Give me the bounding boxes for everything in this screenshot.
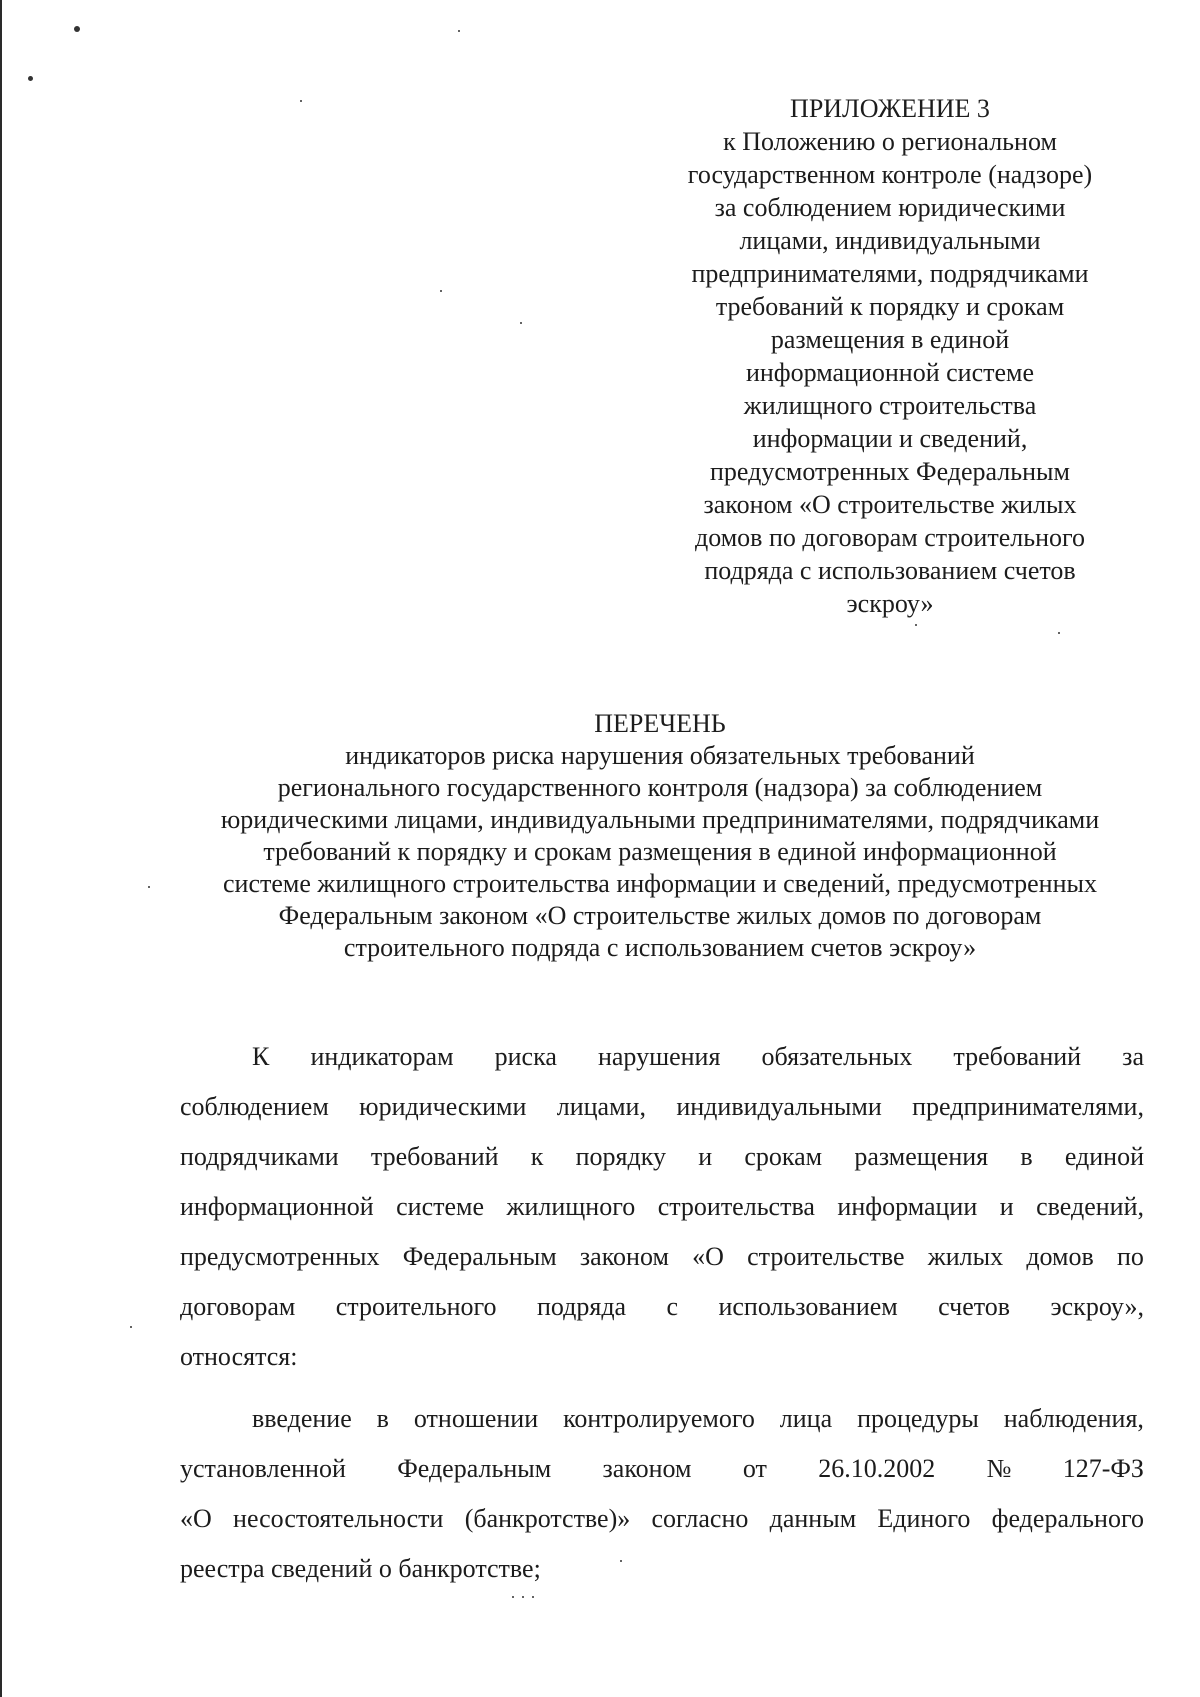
body-word: договорам [180,1292,296,1321]
scan-speck [130,1326,132,1328]
body-line [180,1444,1144,1494]
page-edge-shadow [0,0,2,1697]
body-word: контролируемого [563,1404,755,1433]
body-word: требований [953,1042,1082,1071]
document-heading [170,708,1150,964]
body-word: единой [1064,1142,1144,1171]
appendix-line: эскроу» [846,589,934,618]
heading-line: юридическими лицами, индивидуальными предпринимателями, подрядчиками [220,805,1100,834]
heading-line: индикаторов риска нарушения обязательных требований [345,741,975,770]
document-body [180,1032,1144,1594]
body-word: строительства [657,1192,815,1221]
body-word: и [999,1192,1014,1221]
body-word: 26.10.2002 [818,1454,936,1483]
body-word: риска [494,1042,557,1071]
body-word: в [376,1404,389,1433]
body-line [180,1394,1144,1444]
body-word: предпринимателями, [912,1092,1144,1121]
body-word: (банкротстве)» [464,1504,631,1533]
body-word: строительного [335,1292,497,1321]
body-word: обязательных [761,1042,913,1071]
heading-line: Федеральным законом «О строительстве жилых домов по договорам [278,901,1042,930]
body-word: к [530,1142,544,1171]
body-word: индивидуальными [676,1092,882,1121]
appendix-line: лицами, индивидуальными [739,226,1041,255]
body-word: данным [769,1504,857,1533]
appendix-line: законом «О строительстве жилых [703,490,1077,519]
body-word: срокам [744,1142,823,1171]
body-word: нарушения [597,1042,721,1071]
scan-speck [148,886,150,888]
appendix-line: домов по договорам строительного [694,523,1085,552]
appendix-line: предусмотренных Федеральным [710,457,1070,486]
scan-speck [522,1596,524,1598]
body-word: системе [396,1192,485,1221]
body-line [180,1082,1144,1132]
body-line [180,1032,1144,1082]
body-word: в [1020,1142,1033,1171]
heading-line: требований к порядку и срокам размещения в единой информационной [263,837,1057,866]
body-text: относятся: [180,1342,298,1371]
body-line [180,1544,1144,1594]
body-line [180,1232,1144,1282]
body-word: юридическими [359,1092,527,1121]
body-word: предусмотренных [180,1242,380,1271]
body-word: домов [1026,1242,1094,1271]
body-word: за [1122,1042,1144,1071]
appendix-header [655,92,1125,620]
scan-speck [1058,632,1060,634]
body-word: жилых [927,1242,1004,1271]
appendix-line: информации и сведений, [752,424,1028,453]
body-word: 127-ФЗ [1062,1454,1144,1483]
body-text: реестра сведений о банкротстве; [180,1554,541,1583]
appendix-line: информационной системе [745,358,1035,387]
heading-line: регионального государственного контроля (надзора) за соблюдением [277,773,1043,802]
body-word: Федеральным [402,1242,557,1271]
body-word: Федеральным [397,1454,552,1483]
scan-speck [74,26,80,32]
heading-line: системе жилищного строительства информации и сведений, предусмотренных [223,869,1097,898]
body-line [180,1282,1144,1332]
body-word: сведений, [1036,1192,1144,1221]
body-word: установленной [180,1454,346,1483]
body-word: соблюдением [180,1092,329,1121]
body-word: подряда [536,1292,627,1321]
body-word: использованием [718,1292,898,1321]
body-word: по [1117,1242,1144,1271]
body-word: согласно [651,1504,749,1533]
appendix-line: предпринимателями, подрядчиками [691,259,1089,288]
body-word: информационной [180,1192,374,1221]
appendix-line: требований к порядку и срокам [715,292,1065,321]
body-word: индикаторам [310,1042,454,1071]
body-line [180,1332,1144,1382]
body-word: требований [370,1142,499,1171]
appendix-line: подряда с использованием счетов [704,556,1076,585]
body-line [180,1494,1144,1544]
body-word: законом [602,1454,692,1483]
body-word: наблюдения, [1003,1404,1144,1433]
heading-title: ПЕРЕЧЕНЬ [594,709,726,738]
body-word: федерального [991,1504,1144,1533]
appendix-line: к Положению о региональном [723,127,1057,156]
body-word: жилищного [506,1192,636,1221]
scan-speck [440,290,442,292]
body-word: Единого [877,1504,971,1533]
body-word: «О [692,1242,724,1271]
body-word: законом [579,1242,669,1271]
scan-speck [520,322,522,324]
scan-speck [458,30,460,32]
body-word: несостоятельности [233,1504,444,1533]
body-word: размещения [854,1142,989,1171]
scan-speck [512,1596,514,1598]
body-word: порядку [575,1142,667,1171]
body-word: информации [837,1192,978,1221]
appendix-line: жилищного строительства [743,391,1037,420]
body-word: лица [779,1404,833,1433]
body-word: «О [180,1504,212,1533]
body-word: счетов [938,1292,1011,1321]
body-word: подрядчиками [180,1142,339,1171]
body-word: от [742,1454,767,1483]
body-line [180,1132,1144,1182]
appendix-line: размещения в единой [770,325,1010,354]
scan-speck [300,100,302,102]
body-word: эскроу», [1050,1292,1144,1321]
body-word: с [666,1292,679,1321]
body-word: процедуры [857,1404,979,1433]
appendix-line: государственном контроле (надзоре) [687,160,1093,189]
body-word: отношении [413,1404,539,1433]
body-word: К [252,1042,270,1071]
appendix-line: за соблюдением юридическими [714,193,1066,222]
heading-line: строительного подряда с использованием счетов эскроу» [343,933,977,962]
body-word: лицами, [556,1092,646,1121]
body-word: введение [252,1404,352,1433]
body-line [180,1182,1144,1232]
scan-speck [915,624,917,626]
scan-speck [532,1596,534,1598]
body-word: строительстве [747,1242,905,1271]
body-word: № [986,1454,1012,1483]
body-word: и [698,1142,713,1171]
appendix-title: ПРИЛОЖЕНИЕ 3 [790,94,990,123]
scan-speck [28,76,33,81]
